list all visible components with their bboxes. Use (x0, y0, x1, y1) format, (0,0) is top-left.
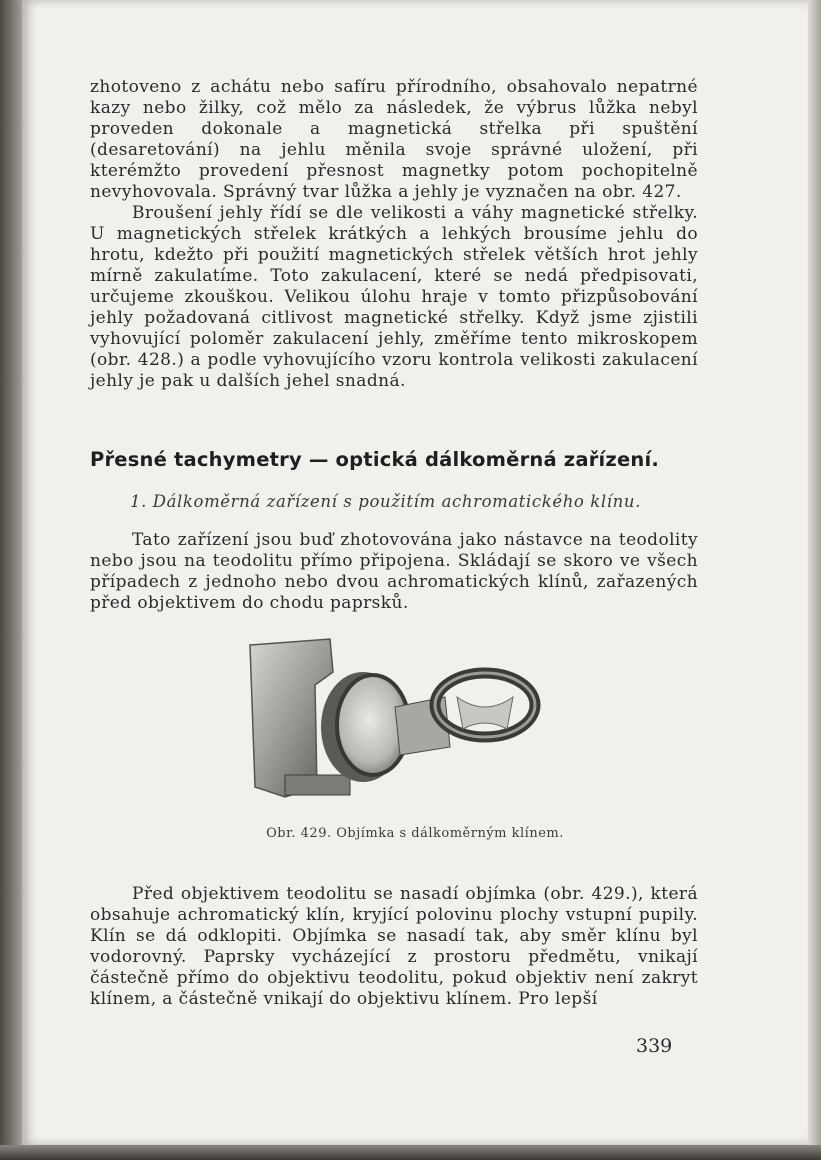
page-right-edge (808, 0, 821, 1160)
middle-text-block (90, 530, 698, 614)
page-number: 339 (636, 1035, 673, 1057)
figure-caption: Obr. 429. Objímka s dálkoměrným klínem. (266, 826, 564, 841)
page-bottom-edge (0, 1145, 821, 1160)
bottom-text-block (90, 884, 698, 1010)
section-heading: Přesné tachymetry — optická dálkoměrná zařízení. (90, 448, 659, 471)
figure-rangefinder-mount-photo (245, 637, 575, 802)
paragraph-1: zhotoveno z achátu nebo safíru přírodního, obsahovalo nepatrné kazy nebo žilky, což mělo za následek, že výbrus lůžka nebyl proveden dokonale a magnetická střelka při spuštění (desaretování) na jehlu měnila svoje správné uložení, při kterémžto provedení přesnost magnetky potom pochopitelně nevyhovovala. Správný tvar lůžka a jehly je vyznačen na obr. 427. (90, 77, 698, 202)
subsection-heading: 1. Dálkoměrná zařízení s použitím achromatického klínu. (130, 492, 641, 511)
paragraph-3: Tato zařízení jsou buď zhotovována jako nástavce na teodolity nebo jsou na teodolitu přímo připojena. Skládají se skoro ve všech případech z jednoho nebo dvou achromatických klínů, zařazených před objektivem do chodu paprsků. (90, 530, 698, 613)
paragraph-2: Broušení jehly řídí se dle velikosti a váhy magnetické střelky. U magnetických střelek krátkých a lehkých brousíme jehlu do hrotu, kdežto při použití magnetických střelek větších hrot jehly mírně zakulatíme. Toto zakulacení, které se nedá předpisovati, určujeme zkouškou. Velikou úlohu hraje v tomto přizpůsobování jehly požadovaná citlivost magnetické střelky. Když jsme zjistili vyhovující poloměr zakulacení jehly, změříme tento mikroskopem (obr. 428.) a podle vyhovujícího vzoru kontrola velikosti zakulacení jehly je pak u dalších jehel snadná. (90, 203, 698, 391)
paragraph-4: Před objektivem teodolitu se nasadí objímka (obr. 429.), která obsahuje achromatický klín, kryjící polovinu plochy vstupní pupily. Klín se dá odklopiti. Objímka se nasadí tak, aby směr klínu byl vodorovný. Paprsky vycházející z prostoru předmětu, vnikají částečně přímo do objektivu teodolitu, pokud objektiv není zakryt klínem, a částečně vnikají do objektivu klínem. Pro lepší (90, 884, 698, 1009)
top-text-block (90, 77, 698, 392)
